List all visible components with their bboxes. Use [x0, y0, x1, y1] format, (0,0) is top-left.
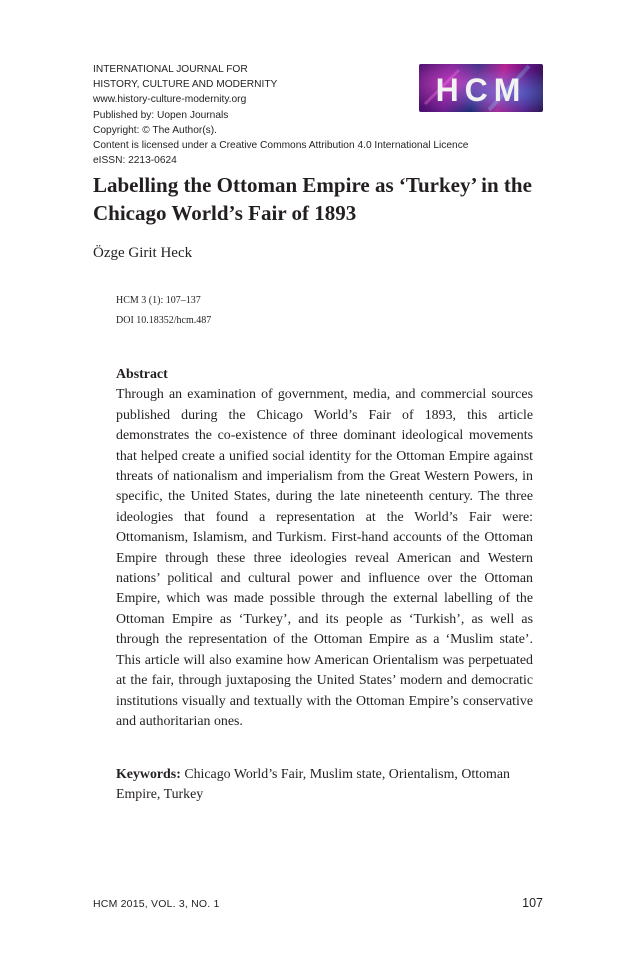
keywords-label: Keywords:	[116, 767, 181, 782]
article-title: Labelling the Ottoman Empire as ‘Turkey’ in the Chicago World’s Fair of 1893	[93, 173, 532, 225]
footer-journal-volume: HCM 2015, VOL. 3, NO. 1	[93, 898, 220, 910]
abstract-section	[116, 365, 533, 732]
page-number: 107	[522, 896, 543, 910]
keywords-section	[116, 765, 533, 806]
license-line: Content is licensed under a Creative Commons Attribution 4.0 International Licence	[93, 140, 469, 152]
article-meta	[116, 291, 211, 331]
hcm-logo	[419, 64, 543, 112]
journal-name-line2: HISTORY, CULTURE AND MODERNITY	[93, 79, 278, 91]
citation-line: HCM 3 (1): 107–137	[116, 295, 201, 306]
journal-name-line1: INTERNATIONAL JOURNAL FOR	[93, 64, 248, 75]
author-name: Özge Girit Heck	[93, 245, 193, 261]
keywords-text: Chicago World’s Fair, Muslim state, Orientalism, Ottoman Empire, Turkey	[116, 767, 510, 803]
logo-lettering: HCM	[435, 72, 527, 108]
copyright-line: Copyright: © The Author(s).	[93, 124, 217, 136]
doi-line[interactable]: DOI 10.18352/hcm.487	[116, 315, 212, 326]
abstract-body: Through an examination of government, media, and commercial sources published during the Chicago World’s Fair of 1893, this article demonstrates the co-existence of three dominant ideological movements that helped create a unified social identity for the Ottoman Empire against threats of nationalism and imperialism from the Great Western Powers, in specific, the United States, during the late nineteenth century. The three ideologies that found a representation at the World’s Fair were: Ottomanism, Islamism, and Turkism. First-hand accounts of the Ottoman Empire through these three ideologies reveal American and Western nations’ political and cultural power and influence over the Ottoman Empire, which was made possible through the external labelling of the Ottoman Empire as ‘Turkey’, and its people as ‘Turkish’, as well as through the representation of the Ottoman Empire as a ‘Muslim state’. This article will also examine how American Orientalism was perpetuated at the fair, through juxtaposing the United States’ modern and democratic institutions visually and textually with the Ottoman Empire’s conservative and authoritarian ones.	[116, 387, 533, 729]
publisher-line: Published by: Uopen Journals	[93, 109, 229, 121]
journal-website: www.history-culture-modernity.org	[93, 94, 247, 106]
abstract-heading: Abstract	[116, 367, 168, 382]
eissn-line: eISSN: 2213-0624	[93, 155, 177, 167]
